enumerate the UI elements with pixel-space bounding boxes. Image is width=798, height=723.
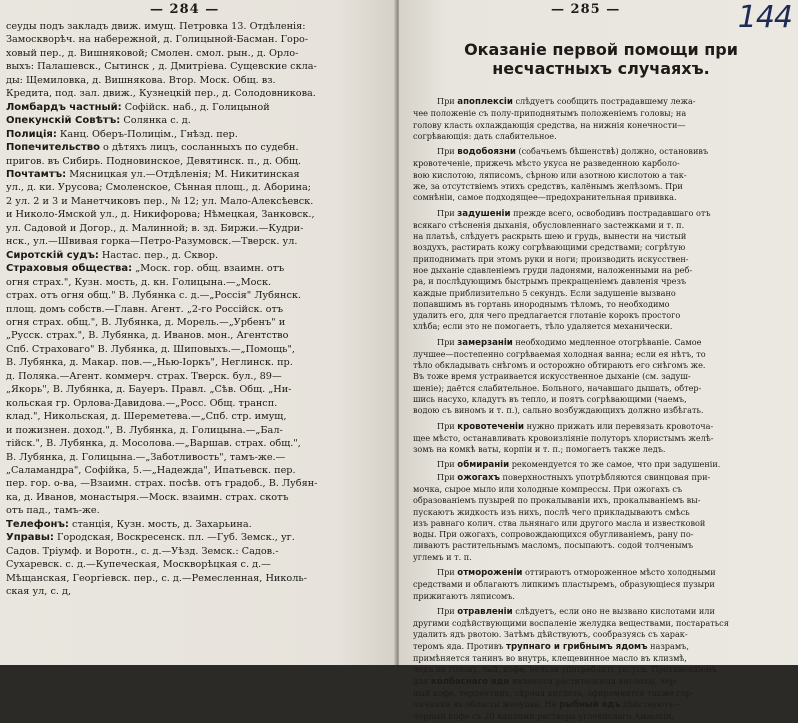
line-text: ный кофе, терпентинъ, сѣрная кислота, эфиромиятся также гор- [413, 687, 694, 698]
text-line [413, 394, 789, 405]
text-line [413, 158, 789, 169]
section-heading: Управы: [6, 532, 54, 544]
text-line [6, 101, 390, 114]
section-keyword: кровотеченіи [457, 421, 524, 432]
line-text: пригов. въ Сибирь. Подновинское, Девятинск. п., д. Общ. [6, 155, 301, 167]
line-text: „Саламандра", Софійка, 5.—„Надежда", Ипатьевск. пер. [6, 464, 296, 476]
text-line [413, 405, 789, 416]
text-line [413, 242, 789, 253]
text-line [6, 451, 390, 464]
line-lead: При [437, 420, 458, 431]
line-text: Кредита, под. зал. движ., Кузнецкій пер., д. Солодовникова. [6, 88, 316, 100]
text-line [6, 168, 390, 181]
text-line [413, 507, 789, 518]
section-keyword: замерзаніи [457, 337, 513, 348]
line-text: средствами и облагаютъ липкимъ пластыремъ, образующіеся пузыри [413, 579, 715, 590]
text-line [6, 235, 390, 248]
text-line [6, 329, 390, 342]
text-line [413, 276, 789, 287]
line-text: площ. домъ собств.—Главн. Агент. „2-го Россійск. отъ [6, 303, 284, 315]
text-line [6, 47, 390, 60]
line-text: Солянка с. д. [120, 115, 191, 127]
text-line [413, 254, 789, 265]
line-text: слѣдуетъ, если оно не вызвано кислотами или [512, 605, 715, 616]
section-keyword: задушеніи [457, 208, 511, 219]
inline-keyword: рыбный ядъ [559, 700, 621, 711]
section-keyword: обмираніи [457, 460, 510, 471]
line-text: Садов. Тріумф. и Воротн., с. д.—Уѣзд. Земск.: Садов.- [6, 545, 279, 557]
line-text: тѣло обкладывать снѣгомъ и осторожно обтирають его снѣгомъ же. [413, 360, 706, 371]
line-text: ская ул, с. д, [6, 586, 72, 598]
line-text: Въ тоже время устраивается искусственное дыханіе (см. задуш- [413, 371, 691, 382]
text-line [413, 444, 789, 455]
section-heading: Сиротскій судъ: [6, 249, 99, 261]
text-line [6, 491, 390, 504]
line-text: Замоскворѣч. на набережной, д. Голицыной-Басман. Горо- [6, 34, 309, 46]
line-text: всякаго стѣсненія дыханія, обусловленнаго застежками и т. п. [413, 219, 685, 230]
line-text: черный кофе съ 20 каплями раствора углекислаго Аммоніи, [413, 711, 674, 722]
text-line [413, 664, 789, 675]
line-text: Настас. пер., д. Сквор. [98, 249, 219, 261]
text-line [413, 288, 789, 299]
line-text: кровотеченіе, прижечь мѣсто укуса не разведенною карболо- [413, 158, 680, 169]
line-text: зомъ на комкѣ ваты, корпіи и т. п.; помогаетъ также ледъ. [413, 444, 666, 455]
text-line [6, 437, 390, 450]
text-line [413, 181, 789, 192]
line-text: Мясницкая ул.—Отдѣленія; М. Никитинская [66, 168, 300, 180]
text-line [413, 231, 789, 242]
handwritten-page-number: 144 [737, 0, 792, 35]
section-heading: Полиція: [6, 128, 57, 140]
line-text: выхъ: Палашевск., Сытинск , д. Дмитріева. Сущевские скла- [6, 61, 317, 73]
section-heading: Попечительство [6, 142, 100, 154]
text-line [6, 74, 390, 87]
line-text: „Моск. гор. общ. взаимн. отъ [132, 263, 285, 275]
text-line [6, 464, 390, 477]
section-keyword: водобоязни [457, 147, 516, 158]
line-text: ливаютъ растительнымъ масломъ, посыпаютъ. содой толченымъ [413, 540, 694, 551]
line-text: воды. При ожогахъ, сопровождающихся обугливаніемъ, рану по- [413, 529, 694, 540]
text-line [6, 545, 390, 558]
text-line [413, 146, 789, 158]
line-text: „Русск. страх.", В. Лубянка, д. Иванов. мон., Агентство [6, 330, 289, 342]
text-line [6, 249, 390, 262]
text-line [6, 397, 390, 410]
section-keyword: отмороженіи [457, 567, 523, 578]
text-line [413, 676, 789, 688]
line-text: необходимо медленное отогрѣваніе. Самое [512, 336, 702, 347]
line-text: ул., д. ки. Урусова; Смоленское, Сѣнная площ., д. Аборина; [6, 182, 312, 194]
line-text: и Николо-Ямской ул., д. Никифорова; Нѣмецкая, Занковск., [6, 209, 315, 221]
line-text: ул. Садовой и Догор., д. Малинной; в. зд. Биржи.—Кудри- [6, 222, 304, 234]
text-line [6, 370, 390, 383]
line-text: лучшее—постепенно согрѣваемая холодная ванна; если ея нѣтъ, то [413, 348, 706, 359]
line-text: кольская гр. Орлова-Давидова.—„Росс. Общ. трансп. [6, 397, 278, 409]
text-line [413, 265, 789, 276]
line-text: каждые приблизительно 5 секундъ. Если задушеніе вызвано [413, 287, 676, 298]
section-heading: Почтамтъ: [6, 168, 67, 180]
text-line [413, 484, 789, 495]
line-text: о дѣтяхъ лицъ, сосланныхъ по судебн. [99, 142, 299, 154]
line-text: Мѣщанская, Георгіевск. пер., с. д.—Ремесленная, Николь- [6, 572, 307, 584]
text-line [413, 349, 789, 360]
line-text: мочка, сырое мыло или холодные компрессы. При ожогахъ съ [413, 484, 683, 494]
line-lead: При [437, 207, 458, 218]
text-line [413, 540, 789, 551]
inline-keyword: трупнаго и грибнымъ ядомъ [506, 641, 648, 652]
line-text: 2 ул. 2 и 3 и Манетчиковъ пер., № 12; ул. Мало-Алексѣевск. [6, 195, 314, 207]
text-line [413, 433, 789, 444]
line-text: изъ равнаго колич. ства льнянаго или другого масла и известковой [413, 517, 706, 528]
text-line [413, 688, 789, 699]
line-text: оттираютъ отмороженное мѣсто холодными [522, 566, 716, 577]
text-line [413, 591, 789, 602]
text-line [6, 383, 390, 396]
text-line [413, 567, 789, 579]
line-text: тійск.", В. Лубянка, д. Мосолова.—„Варшав. страх. общ.", [6, 438, 301, 450]
text-line [413, 337, 789, 349]
line-text: Городская, Воскресенск. пл. —Губ. Земск., уг. [53, 532, 295, 544]
text-line [6, 585, 390, 598]
line-text: являются растительныя кислоты, чер- [509, 675, 678, 686]
text-line [413, 131, 789, 142]
text-line [413, 120, 789, 131]
line-text: шись насухо, кладутъ въ тепло, и поятъ согрѣвающими (чаемъ, [413, 394, 687, 405]
text-line [413, 518, 789, 529]
text-line [413, 629, 789, 640]
line-lead: При [437, 566, 458, 577]
line-lead: При [437, 336, 458, 347]
text-line [413, 192, 789, 203]
text-line [6, 316, 390, 329]
left-page [0, 0, 396, 665]
line-text: ное дыханіе сдавленіемъ груди ладонями, наложенными на реб- [413, 264, 693, 275]
text-line [6, 181, 390, 194]
text-line [413, 383, 789, 394]
right-page [399, 0, 798, 722]
text-line [6, 87, 390, 100]
line-text: д. Поляка.—Агент. коммерч. страх. Тверск. бул., 89— [6, 370, 282, 382]
text-line [6, 518, 390, 531]
line-text: же, за отсутствіемъ этихъ средствъ, калёнымъ желѣзомъ. При [413, 180, 683, 191]
line-text: (собачьемъ бѣшенствѣ) должно, остановивъ [515, 146, 709, 157]
text-line [6, 356, 390, 369]
line-lead: При [437, 605, 458, 616]
line-text: шеніе); даётся слабительное. Больного, начавшаго дышать, обтер- [413, 382, 702, 393]
text-line [413, 699, 789, 711]
line-text: ка, д. Иванов, монастыря.—Моск. взаимн. страх. скотъ [6, 491, 289, 503]
text-line [6, 60, 390, 73]
text-line [413, 711, 789, 722]
text-line [6, 343, 390, 356]
line-text: приподнимать при этомъ руки и ноги; производить искусствен- [413, 253, 689, 264]
text-line [6, 477, 390, 490]
line-text: „Якорь", В. Лубянка, д. Бауеръ. Правл. „Сѣв. Общ. „Ни- [6, 384, 292, 396]
line-text: для [413, 675, 431, 686]
text-line [6, 303, 390, 316]
line-text: дѣйствуютъ— [620, 699, 682, 710]
line-text: отъ пад., тамъ-же. [6, 505, 100, 517]
text-line [6, 155, 390, 168]
line-text: пускаютъ жидкость изъ нихъ, послѣ чего прикладываютъ смѣсь [413, 506, 690, 517]
text-line [413, 421, 789, 433]
line-lead: При [437, 471, 458, 482]
text-line [6, 195, 390, 208]
line-text: углемъ и т. п. [413, 551, 472, 562]
line-text: Спб. Страховаго" В. Лубянка, д. Шиповыхъ.—„Помощь", [6, 343, 295, 355]
section-heading: Ломбардъ частный: [6, 101, 122, 113]
text-line [6, 141, 390, 154]
line-text: нужно прижать или перевязать кровоточа- [523, 420, 714, 431]
text-line [413, 220, 789, 231]
text-line [6, 276, 390, 289]
line-text: образованіемъ пузырей по прокалываніи ихъ, прокалываніемъ вы- [413, 495, 701, 506]
text-line [6, 33, 390, 46]
chapter-title: Оказаніе первой помощи при несчастныхъ случаяхъ. [464, 40, 738, 78]
line-text: Канц. Оберъ-Полицім., Гнѣзд. пер. [56, 128, 238, 140]
line-text: чичники въ области желудка. На [413, 699, 560, 710]
section-keyword: апоплексіи [457, 97, 513, 107]
line-text: Софійск. наб., д. Голицыной [121, 101, 270, 113]
line-text: станція, Кузн. мость, д. Захарьина. [68, 518, 252, 530]
line-text: огня страх. общ.", В. Лубянка, д. Морель.—„Урбенъ" и [6, 316, 286, 328]
line-lead: При [437, 96, 458, 106]
line-text: удалить его, для чего предлагается глотаніе корокъ простого [413, 310, 681, 321]
section-heading: Страховыя общества: [6, 263, 133, 275]
text-line [6, 114, 390, 127]
text-line [413, 299, 789, 310]
text-line [6, 20, 390, 33]
line-text: нск., ул.—Швивая горка—Петро-Разумовск.—Тверск. ул. [6, 236, 298, 248]
line-text: голову класть охлаждающія средства, на нижнія конечности— [413, 119, 686, 130]
text-line [413, 653, 789, 664]
line-text: пер. гор. о-ва, —Взаимн. страх. посѣв. отъ градоб., В. Лубян- [6, 478, 318, 490]
line-text: на платьѣ, слѣдуетъ раскрыть шею и грудь, вынести на чистый [413, 231, 687, 242]
left-page-text [6, 20, 390, 598]
section-heading: Телефонъ: [6, 518, 69, 530]
text-line [6, 572, 390, 585]
line-text: клад.", Никольская, д. Шереметева.—„Спб. стр. имущ, [6, 411, 287, 423]
line-lead: При [437, 146, 458, 157]
text-line [6, 558, 390, 571]
text-line [413, 529, 789, 540]
line-text: сеуды подъ закладъ движ. имущ. Петровка 13. Отдѣленія: [6, 21, 306, 32]
text-line [413, 459, 789, 471]
text-line [6, 262, 390, 275]
line-text: другими содѣйствующими воспаленіе желудка веществами, постараться [413, 618, 729, 629]
right-page-text [413, 96, 789, 723]
text-line [6, 208, 390, 221]
line-text: В. Лубянка, д. Макар. пов.—„Нью-Іоркъ", Неглинск. пр. [6, 357, 293, 369]
line-text: попавшимъ въ гортань инороднымъ тѣломъ, то необходимо [413, 298, 670, 309]
line-text: удалить ядъ рвотою. Затѣмъ дѣйствуютъ, сообразуясь съ харак- [413, 629, 688, 640]
line-text: поверхностныхъ употрѣбляются свинцовая при- [499, 471, 711, 482]
text-line [413, 371, 789, 382]
text-line [6, 289, 390, 302]
line-text: прижигаютъ ляписомъ. [413, 590, 515, 601]
text-line [413, 495, 789, 506]
line-text: Сухаревск. с. д.—Купеческая, Москворѣцкая с. д.— [6, 559, 271, 571]
line-text: слѣдуетъ сообщить пострадавшему лежа- [512, 96, 696, 106]
line-text: сомнѣніи, самое подходящее—предохранительная прививка. [413, 192, 677, 203]
line-text: прежде всего, освободивъ пострадавшаго отъ [510, 207, 711, 218]
text-line [413, 96, 789, 108]
text-line [6, 128, 390, 141]
line-text: ледъ на голову, чай, кофе, нельзя употреблять уксуса. Противоядіемъ [413, 664, 717, 675]
line-text: вою кислотою, ляписомъ, сѣрною или азотною кислотою а так- [413, 169, 687, 180]
line-text: и пожизнен. доход.", В. Лубянка, д. Голицына.—„Бал- [6, 424, 283, 436]
text-line [413, 472, 789, 484]
text-line [6, 504, 390, 517]
line-text: ды: Щемиловка, д. Вишнякова. Втор. Моск. Общ. вз. [6, 74, 276, 86]
text-line [413, 606, 789, 618]
line-text: ра, и послѣдующимъ быстрымъ прекращеніемъ давленія чрезъ [413, 276, 687, 287]
text-line [413, 641, 789, 653]
inline-keyword: колбаснаго яда [430, 676, 510, 687]
text-line [413, 618, 789, 629]
right-page-number: — 285 — [551, 2, 621, 17]
text-line [413, 208, 789, 220]
text-line [6, 531, 390, 544]
line-text: воздухъ, растирать кожу согрѣвающими средствами; согрѣтую [413, 242, 686, 253]
text-line [413, 360, 789, 371]
text-line [413, 108, 789, 119]
line-text: страх. отъ огня общ." В. Лубянка с. д.—„Россія" Лубянск. [6, 290, 302, 302]
text-line [6, 222, 390, 235]
text-line [413, 321, 789, 332]
line-text: согрѣвающія: дать слабительное. [413, 130, 557, 141]
section-keyword: отравленіи [457, 606, 513, 617]
text-line [6, 424, 390, 437]
line-text: назрамъ, [647, 640, 689, 651]
line-lead: При [437, 459, 458, 470]
line-text: щее мѣсто, останавливать кровоизліяніе полуторъ хлористымъ желѣ- [413, 432, 714, 443]
line-text: чее положеніе съ полу-приподнятымъ положеніемъ головы; на [413, 108, 687, 119]
text-line [413, 552, 789, 563]
line-text: теромъ яда. Противъ [413, 640, 507, 651]
section-keyword: ожогахъ [457, 472, 500, 483]
line-text: огня страх.", Кузн. мость, д. кн. Голицына.—„Моск. [6, 276, 272, 288]
line-text: В. Лубянка, д. Голицына.—„Заботливость", тамъ-же.— [6, 451, 286, 463]
text-line [413, 170, 789, 181]
line-text: водою съ виномъ и т. п.), сально возбуждающихъ должно избѣгать. [413, 405, 704, 416]
line-text: примѣняется танинъ во внутрь, клещевинное масло въ клизмѣ, [413, 652, 687, 663]
section-heading: Опекунскій Совѣтъ: [6, 115, 121, 127]
line-text: ховый пер., д. Вишняковой; Смолен. смол. рын., д. Орло- [6, 47, 299, 59]
line-text: рекомендуется то же самое, что при задушеніи. [509, 459, 721, 470]
line-text: хлѣба; если это не помогаетъ, тѣло удаляется механически. [413, 321, 673, 332]
text-line [413, 310, 789, 321]
text-line [6, 410, 390, 423]
left-page-number: — 284 — [150, 2, 220, 17]
text-line [413, 579, 789, 590]
